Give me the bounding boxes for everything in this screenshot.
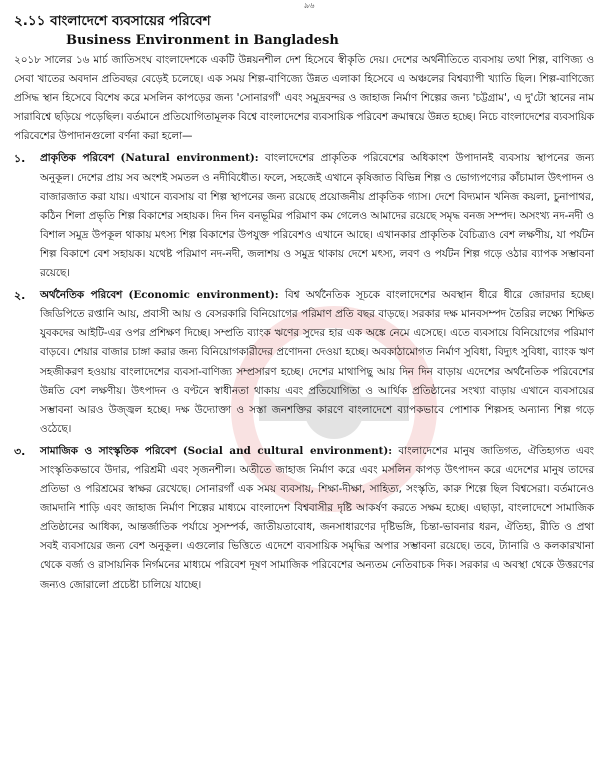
page-number: ৯৬: [304, 1, 315, 10]
item-title: সামাজিক ও সাংস্কৃতিক পরিবেশ: [40, 444, 177, 457]
item-title-english: (Natural environment):: [120, 152, 259, 165]
section-heading: ২.১১ বাংলাদেশে ব্যবসায়ের পরিবেশ: [14, 13, 211, 29]
item-body: বাংলাদেশের প্রাকৃতিক পরিবেশের অধিকাংশ উপাদানই ব্যবসায় স্থাপনের জন্য অনুকূল। দেশের প্রায় সব অংশই সমতল ও নদীবিধৌত। ফলে, সহজেই এখানে কৃষিজাত বিভিন্ন শিল্প ও ভোগ্যপণ্যের কাঁচামাল উৎপাদন ও বাজারজাত করা যায়। এখানে ব্যবসায় বা শিল্প স্থাপনের জন্য রয়েছে প্রয়োজনীয় প্রাকৃতিক গ্যাস। দেশে বিদ্যমান খনিজ কয়লা, চুনাপাথর, কঠিন শিলা প্রভৃতি শিল্প বিকাশের সহায়ক। দিন দিন বনভূমির পরিমাণ কম গেলেও আমাদের রয়েছে সমৃদ্ধ বনজ সম্পদ। অসংখ্য নদ-নদী ও বিশাল সমুদ্র উপকূল থাকায় মৎস্য শিল্প বিকাশের উপযুক্ত পরিবেশও এখানে আছে। এখানকার প্রাকৃতিক বৈচিত্র্যও বেশ লক্ষণীয়, যা পর্যটন শিল্প বিকাশে বেশ সহায়ক। যথেষ্ট পরিমাণ নদ-নদী, জলাশয় ও সমুদ্র থাকায় দেশে মৎস্য, লবণ ও পর্যটন শিল্প গড়ে ওঠার ব্যাপক সম্ভাবনা রয়েছে।: [40, 152, 594, 280]
item-body: বিশ্ব অর্থনৈতিক সূচকে বাংলাদেশের অবস্থান ধীরে ধীরে জোরদার হচ্ছে। জিডিপিতে রপ্তানি আয়, প্রবাসী আয় ও বেসরকারি বিনিয়োগের পরিমাণ প্রতি বছর বাড়ছে। সরকার দক্ষ মানবসম্পদ তৈরির লক্ষ্যে শিক্ষিত যুবকদের আইটি-এর ওপর প্রশিক্ষণ দিচ্ছে। সম্প্রতি ব্যাংক ঋণের সুদের হার এক অঙ্কে নেমে এসেছে। এতে ব্যবসায়ে বিনিয়োগের পরিমাণ বাড়বে। শেয়ার বাজার চাঙ্গা করার জন্য বিনিয়োগকারীদের প্রণোদনা দেওয়া হচ্ছে। অবকাঠামোগত নির্মাণ সুবিধা, বিদ্যুৎ সুবিধা, ব্যাংক ঋণ সহজীকরণ হওয়ায় বাংলাদেশের ব্যবসা-বাণিজ্য সম্প্রসারণ হচ্ছে। দেশের মাথাপিছু আয় দিন দিন বাড়ায় এদেশের অর্থনৈতিক পরিবেশের উন্নতি বেশ লক্ষণীয়। উৎপাদন ও বণ্টনে স্বাধীনতা থাকায় এবং প্রতিযোগিতা ও আর্থিক প্রতিষ্ঠানের সংখ্যা বাড়ায় এখানে ব্যবসায়ের সম্ভাবনা আরও উজ্জ্বল হচ্ছে। দক্ষ উদ্যোক্তা ও সস্তা জনশক্তির কারণে বাংলাদেশে ব্যাপকভাবে পোশাক শিল্পসহ অন্যান্য শিল্প গড়ে ওঠেছে।: [40, 289, 595, 435]
list-item: [14, 442, 594, 595]
textbook-page: [14, 1, 595, 595]
item-title: অর্থনৈতিক পরিবেশ: [40, 289, 123, 302]
item-number: ১.: [14, 152, 26, 166]
item-number: ৩.: [14, 444, 26, 458]
section-heading-english: Business Environment in Bangladesh: [66, 33, 339, 48]
item-number: ২.: [14, 289, 26, 303]
list-item: [14, 286, 594, 439]
item-title-english: (Social and cultural environment):: [182, 444, 393, 457]
item-body: বাংলাদেশের মানুষ জাতিগত, ঐতিহ্যগত এবং সাংস্কৃতিকভাবে উদার, পরিশ্রমী এবং সৃজনশীল। অতীতে জাহাজ নির্মাণ করে এবং মসলিন কাপড় উৎপাদন করে এদেশের মানুষ তাদের প্রতিভা ও পরিশ্রমের স্বাক্ষর রেখেছে। সোনারগাঁ এক সময় ব্যবসায়, শিক্ষা-দীক্ষা, সাহিত্য, সংস্কৃতি, কারু শিল্পে ছিল বিশ্বসেরা। বর্তমানেও জামদানি শাড়ি এবং জাহাজ নির্মাণ শিল্পের মাধ্যমে বাংলাদেশ বিশ্ববাসীর দৃষ্টি আকর্ষণ করতে সক্ষম হচ্ছে। এছাড়া, বাংলাদেশে সামাজিক প্রতিষ্ঠানের আধিক্য, আন্তর্জাতিক পর্যায়ে সুসম্পর্ক, জাতীয়তাবোধ, জনসাধারণের দৃষ্টিভঙ্গি, চিন্তা-ভাবনার ধরন, ঐতিহ্য, রীতি ও প্রথা সবই ব্যবসায়ের জন্য বেশ অনুকূল। এগুলোর ভিত্তিতে এদেশে ব্যবসায়িক সমৃদ্ধির অপার সম্ভাবনা রয়েছে। তবে, ট্যানারি ও কলকারখানা থেকে বর্জ্য ও রাসায়নিক নির্গমনের মাধ্যমে পরিবেশ দূষণ সামাজিক পরিবেশের অন্যতম নেতিবাচক দিক। সরকার এ অবস্থা থেকে উত্তরণের জন্যও জোরালো প্রচেষ্টা চালিয়ে যাচ্ছে।: [40, 444, 594, 591]
item-title-english: (Economic environment):: [128, 289, 279, 302]
intro-paragraph: ২০১৮ সালের ১৬ মার্চ জাতিসংঘ বাংলাদেশকে একটি উন্নয়নশীল দেশ হিসেবে স্বীকৃতি দেয়। দেশের অর্থনীতিতে ব্যবসায় তথা শিল্প, বাণিজ্য ও সেবা খাতের অবদান প্রতিবছর বেড়েই চলেছে। এক সময় শিল্প-বাণিজ্যে উন্নত এলাকা হিসেবে এ অঞ্চলের বিশ্বব্যাপী খ্যাতি ছিল। শিল্প-বাণিজ্যে প্রসিদ্ধ স্থান হিসেবে বিশেষ করে মসলিন কাপড়ের জন্য 'সোনারগাঁ' এবং সমুদ্রবন্দর ও জাহাজ নির্মাণ শিল্পের জন্য 'চট্টগ্রাম', এ দু'টো স্থানের নাম সারাবিশ্বে ছড়িয়ে পড়েছিল। বর্তমানে প্রতিযোগিতামূলক বিশ্বে বাংলাদেশের ব্যবসায়িক পরিবেশ ক্রমান্বয়ে উন্নত হচ্ছে। নিচে বাংলাদেশের ব্যবসায়িক পরিবেশের উপাদানগুলো বর্ণনা করা হলো—: [14, 54, 594, 143]
item-title: প্রাকৃতিক পরিবেশ: [40, 152, 115, 165]
list-item: [14, 149, 594, 283]
